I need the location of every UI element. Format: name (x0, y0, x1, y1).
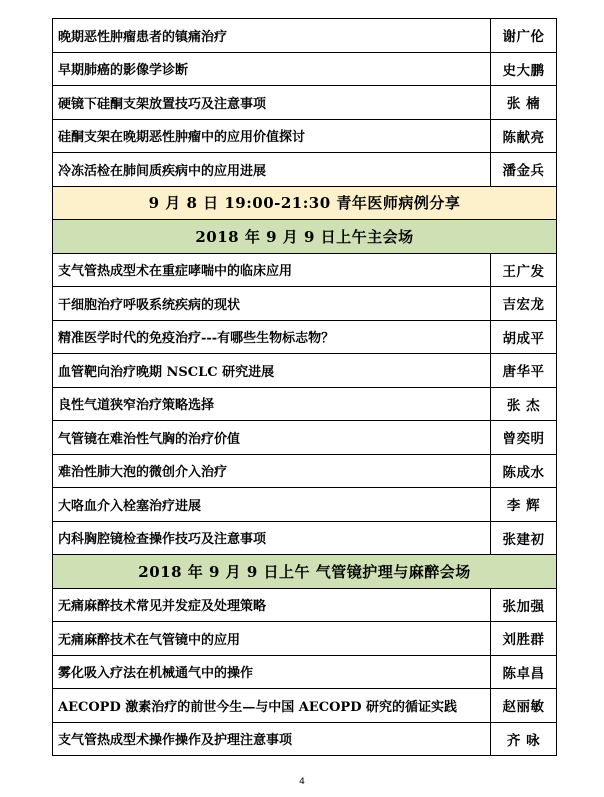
schedule-table (52, 18, 557, 756)
talk-row (53, 387, 557, 421)
talk-row (53, 521, 557, 555)
talk-topic: 血管靶向治疗晚期 NSCLC 研究进展 (53, 354, 491, 388)
talk-row (53, 454, 557, 488)
section-title: 2018 年 9 月 9 日上午主会场 (53, 220, 557, 254)
talk-topic: 内科胸腔镜检查操作技巧及注意事项 (53, 521, 491, 555)
talk-topic: 良性气道狭窄治疗策略选择 (53, 387, 491, 421)
talk-row (53, 320, 557, 354)
talk-speaker: 唐华平 (491, 354, 557, 388)
section-title: 2018 年 9 月 9 日上午 气管镜护理与麻醉会场 (53, 555, 557, 589)
talk-speaker: 张建初 (491, 521, 557, 555)
talk-topic: 晚期恶性肿瘤患者的镇痛治疗 (53, 19, 491, 53)
talk-row (53, 19, 557, 53)
talk-row (53, 622, 557, 656)
schedule-body (53, 19, 557, 756)
talk-row (53, 689, 557, 723)
talk-topic: AECOPD 激素治疗的前世今生—与中国 AECOPD 研究的循证实践 (53, 689, 491, 723)
talk-speaker: 潘金兵 (491, 153, 557, 187)
talk-row (53, 421, 557, 455)
talk-speaker: 王广发 (491, 253, 557, 287)
talk-row (53, 253, 557, 287)
talk-topic: 大咯血介入栓塞治疗进展 (53, 488, 491, 522)
talk-topic: 难治性肺大泡的微创介入治疗 (53, 454, 491, 488)
talk-speaker: 张加强 (491, 588, 557, 622)
talk-row (53, 354, 557, 388)
talk-speaker: 张 楠 (491, 86, 557, 120)
talk-row (53, 722, 557, 756)
talk-row (53, 655, 557, 689)
talk-speaker: 陈成水 (491, 454, 557, 488)
section-header-row (53, 220, 557, 254)
talk-row (53, 52, 557, 86)
talk-speaker: 李 辉 (491, 488, 557, 522)
talk-topic: 无痛麻醉技术常见并发症及处理策略 (53, 588, 491, 622)
talk-row (53, 153, 557, 187)
section-title: 9 月 8 日 19:00-21:30 青年医师病例分享 (53, 186, 557, 220)
talk-topic: 冷冻活检在肺间质疾病中的应用进展 (53, 153, 491, 187)
talk-speaker: 曾奕明 (491, 421, 557, 455)
talk-row (53, 86, 557, 120)
talk-speaker: 胡成平 (491, 320, 557, 354)
talk-topic: 硅酮支架在晚期恶性肿瘤中的应用价值探讨 (53, 119, 491, 153)
talk-row (53, 287, 557, 321)
talk-row (53, 588, 557, 622)
page-number: 4 (299, 777, 305, 787)
talk-speaker: 吉宏龙 (491, 287, 557, 321)
talk-speaker: 陈卓昌 (491, 655, 557, 689)
talk-topic: 气管镜在难治性气胸的治疗价值 (53, 421, 491, 455)
talk-topic: 精准医学时代的免疫治疗---有哪些生物标志物？ (53, 320, 491, 354)
talk-topic: 无痛麻醉技术在气管镜中的应用 (53, 622, 491, 656)
talk-speaker: 谢广伦 (491, 19, 557, 53)
talk-speaker: 刘胜群 (491, 622, 557, 656)
talk-topic: 早期肺癌的影像学诊断 (53, 52, 491, 86)
talk-speaker: 赵丽敏 (491, 689, 557, 723)
talk-row (53, 119, 557, 153)
talk-topic: 硬镜下硅酮支架放置技巧及注意事项 (53, 86, 491, 120)
talk-speaker: 齐 咏 (491, 722, 557, 756)
talk-topic: 支气管热成型术在重症哮喘中的临床应用 (53, 253, 491, 287)
talk-topic: 支气管热成型术操作操作及护理注意事项 (53, 722, 491, 756)
section-header-row (53, 186, 557, 220)
talk-topic: 雾化吸入疗法在机械通气中的操作 (53, 655, 491, 689)
talk-speaker: 史大鹏 (491, 52, 557, 86)
talk-topic: 干细胞治疗呼吸系统疾病的现状 (53, 287, 491, 321)
section-header-row (53, 555, 557, 589)
talk-speaker: 张 杰 (491, 387, 557, 421)
talk-row (53, 488, 557, 522)
talk-speaker: 陈献亮 (491, 119, 557, 153)
